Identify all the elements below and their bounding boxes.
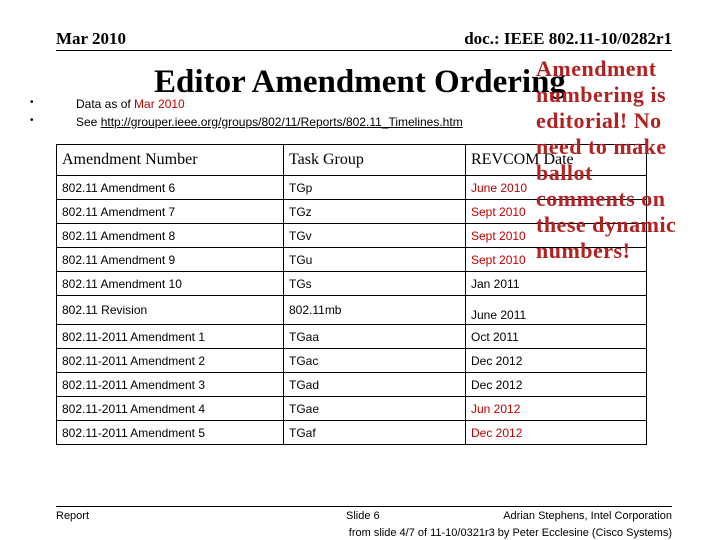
table-row — [57, 296, 647, 325]
cell-task-group: TGu — [284, 248, 466, 272]
footer-report: Report — [56, 510, 90, 522]
cell-task-group: TGae — [284, 397, 466, 421]
footer-slide-number: Slide 6 — [346, 510, 380, 522]
cell-revcom-date: June 2011 — [466, 296, 647, 325]
header-date: Mar 2010 — [56, 29, 127, 48]
col-header-task-group: Task Group — [284, 145, 466, 176]
cell-task-group: TGp — [284, 176, 466, 200]
cell-task-group: TGad — [284, 373, 466, 397]
data-date: Mar 2010 — [134, 97, 185, 111]
cell-task-group: 802.11mb — [284, 296, 466, 325]
table-row — [57, 397, 647, 421]
cell-task-group: TGv — [284, 224, 466, 248]
bullet-list — [30, 97, 463, 133]
bullet-dot-icon: • — [30, 115, 34, 126]
col-header-revcom-date: REVCOM Date — [466, 145, 647, 176]
cell-revcom-date: Dec 2012 — [466, 349, 647, 373]
timelines-link[interactable]: http://grouper.ieee.org/groups/802/11/Reports/802.11_Timelines.htm — [100, 115, 463, 129]
editorial-note: Amendment numbering is editorial! No need to make ballot comments on these dynamic numbers! — [536, 56, 677, 263]
cell-task-group: TGz — [284, 200, 466, 224]
cell-revcom-date: June 2010 — [466, 176, 647, 200]
cell-revcom-date: Sept 2010 — [466, 200, 647, 224]
cell-amendment: 802.11 Revision — [57, 296, 284, 325]
cell-amendment: 802.11-2011 Amendment 2 — [57, 349, 284, 373]
cell-amendment: 802.11 Amendment 7 — [57, 200, 284, 224]
footer-author: Adrian Stephens, Intel Corporation — [503, 510, 672, 522]
footer-source: from slide 4/7 of 11-10/0321r3 by Peter Ecclesine (Cisco Systems) — [348, 527, 672, 539]
table-row — [57, 272, 647, 296]
cell-amendment: 802.11 Amendment 10 — [57, 272, 284, 296]
cell-revcom-date: Dec 2012 — [466, 421, 647, 445]
cell-revcom-date: Jan 2011 — [466, 272, 647, 296]
cell-amendment: 802.11-2011 Amendment 4 — [57, 397, 284, 421]
table-row — [57, 349, 647, 373]
cell-revcom-date: Jun 2012 — [466, 397, 647, 421]
cell-task-group: TGs — [284, 272, 466, 296]
cell-amendment: 802.11-2011 Amendment 1 — [57, 325, 284, 349]
bullet-dot-icon: • — [30, 97, 34, 108]
bullet-see-link: • See http://grouper.ieee.org/groups/802/11/Reports/802.11_Timelines.htm — [30, 115, 463, 129]
cell-amendment: 802.11-2011 Amendment 5 — [57, 421, 284, 445]
cell-revcom-date: Sept 2010 — [466, 248, 647, 272]
cell-amendment: 802.11 Amendment 8 — [57, 224, 284, 248]
col-header-amendment: Amendment Number — [57, 145, 284, 176]
cell-task-group: TGaa — [284, 325, 466, 349]
cell-revcom-date: Oct 2011 — [466, 325, 647, 349]
cell-amendment: 802.11 Amendment 9 — [57, 248, 284, 272]
slide-title: Editor Amendment Ordering — [154, 64, 566, 100]
cell-task-group: TGac — [284, 349, 466, 373]
cell-task-group: TGaf — [284, 421, 466, 445]
table-row — [57, 325, 647, 349]
header-rule — [56, 50, 672, 51]
cell-amendment: 802.11-2011 Amendment 3 — [57, 373, 284, 397]
cell-revcom-date: Sept 2010 — [466, 224, 647, 248]
footer-rule — [56, 506, 672, 507]
table-row — [57, 421, 647, 445]
table-row — [57, 373, 647, 397]
header-doc-id: doc.: IEEE 802.11-10/0282r1 — [464, 29, 672, 48]
cell-revcom-date: Dec 2012 — [466, 373, 647, 397]
cell-amendment: 802.11 Amendment 6 — [57, 176, 284, 200]
bullet-data-as-of: • Data as of Mar 2010 — [30, 97, 185, 111]
